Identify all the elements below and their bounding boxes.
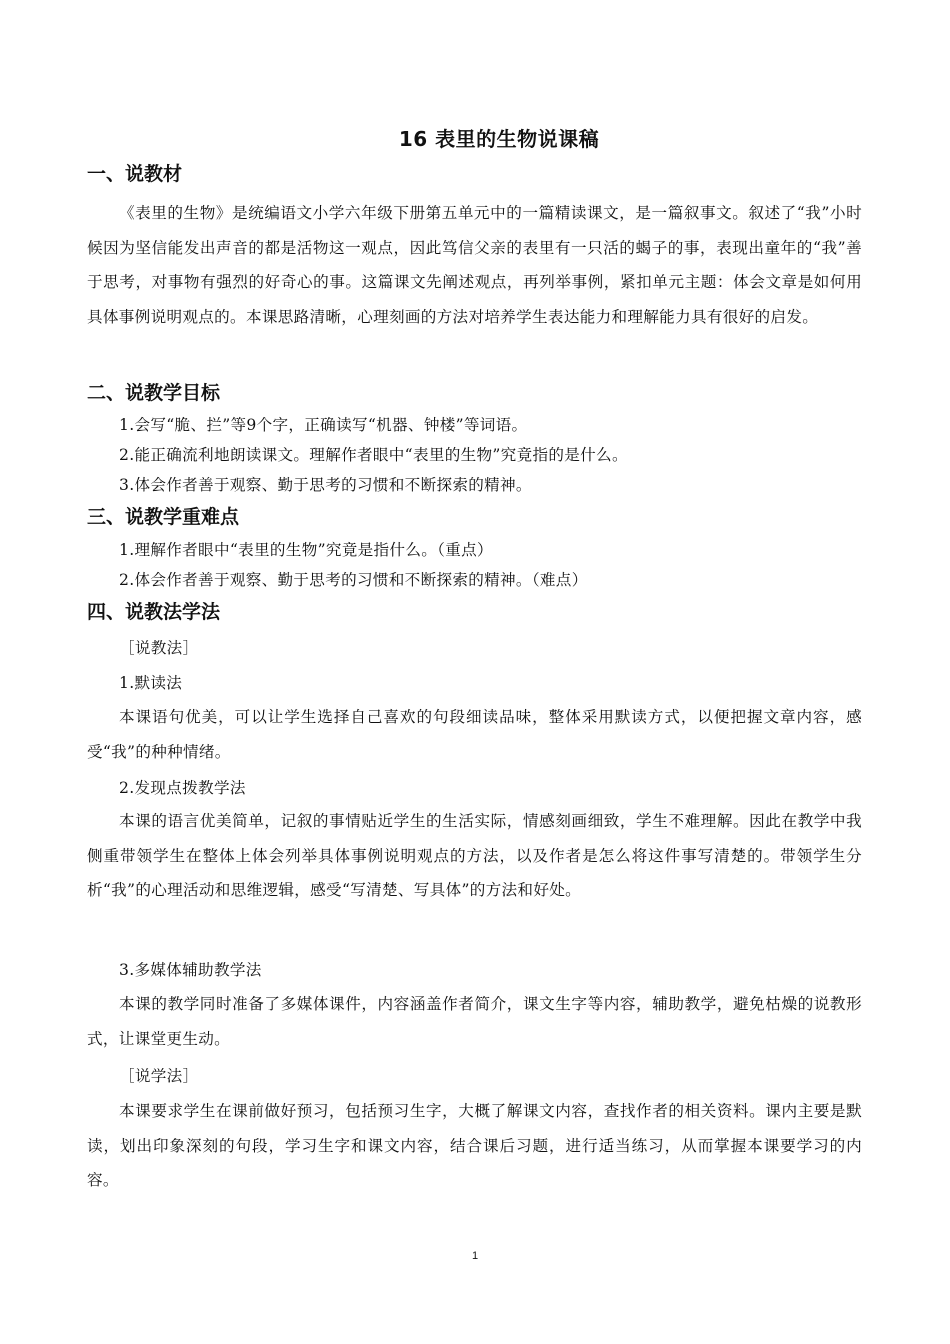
method-text: 本课的教学同时准备了多媒体课件，内容涵盖作者简介，课文生字等内容，辅助教学，避免枯燥的说教形式，让课堂更生动。 bbox=[87, 995, 862, 1048]
key-point-item: 2.体会作者善于观察、勤于思考的习惯和不断探索的精神。（难点） bbox=[119, 571, 588, 589]
learning-method-text: 本课要求学生在课前做好预习，包括预习生字，大概了解课文内容，查找作者的相关资料。课内主要是默读，划出印象深刻的句段，学习生字和课文内容，结合课后习题，进行适当练习，从而掌握本课要学习的内容。 bbox=[87, 1102, 862, 1189]
learning-method-label: ［说学法］ bbox=[119, 1067, 199, 1085]
page-number: 1 bbox=[471, 1250, 479, 1262]
key-point-item: 1.理解作者眼中“表里的生物”究竟是指什么。（重点） bbox=[119, 541, 493, 559]
section-heading-goals: 二、说教学目标 bbox=[87, 382, 221, 404]
method-name: 1.默读法 bbox=[119, 674, 183, 692]
section-heading-textbook: 一、说教材 bbox=[87, 163, 183, 185]
goal-item: 3.体会作者善于观察、勤于思考的习惯和不断探索的精神。 bbox=[119, 476, 532, 494]
section-heading-key-points: 三、说教学重难点 bbox=[87, 506, 240, 528]
method-text: 本课的语言优美简单，记叙的事情贴近学生的生活实际，情感刻画细致，学生不难理解。因此在教学中我侧重带领学生在整体上体会列举具体事例说明观点的方法，以及作者是怎么将这件事写清楚的。带领学生分析“我”的心理活动和思维逻辑，感受“写清楚、写具体”的方法和好处。 bbox=[87, 812, 862, 899]
method-name: 3.多媒体辅助教学法 bbox=[119, 961, 262, 979]
method-text: 本课语句优美，可以让学生选择自己喜欢的句段细读品味，整体采用默读方式，以便把握文章内容，感受“我”的种种情绪。 bbox=[87, 708, 862, 761]
method-name: 2.发现点拨教学法 bbox=[119, 779, 246, 797]
textbook-paragraph: 《表里的生物》是统编语文小学六年级下册第五单元中的一篇精读课文，是一篇叙事文。叙述了“我”小时候因为坚信能发出声音的都是活物这一观点，因此笃信父亲的表里有一只活的蝎子的事，表现出童年的“我”善于思考，对事物有强烈的好奇心的事。这篇课文先阐述观点，再列举事例，紧扣单元主题：体会文章是如何用具体事例说明观点的。本课思路清晰，心理刻画的方法对培养学生表达能力和理解能力具有很好的启发。 bbox=[87, 204, 862, 326]
teaching-method-label: ［说教法］ bbox=[119, 639, 199, 657]
goal-item: 2.能正确流利地朗读课文。理解作者眼中“表里的生物”究竟指的是什么。 bbox=[119, 446, 628, 464]
section-heading-methods: 四、说教法学法 bbox=[87, 601, 221, 623]
document-title: 16 表里的生物说课稿 bbox=[398, 127, 600, 151]
goal-item: 1.会写“脆、拦”等9个字，正确读写“机器、钟楼”等词语。 bbox=[119, 416, 528, 434]
